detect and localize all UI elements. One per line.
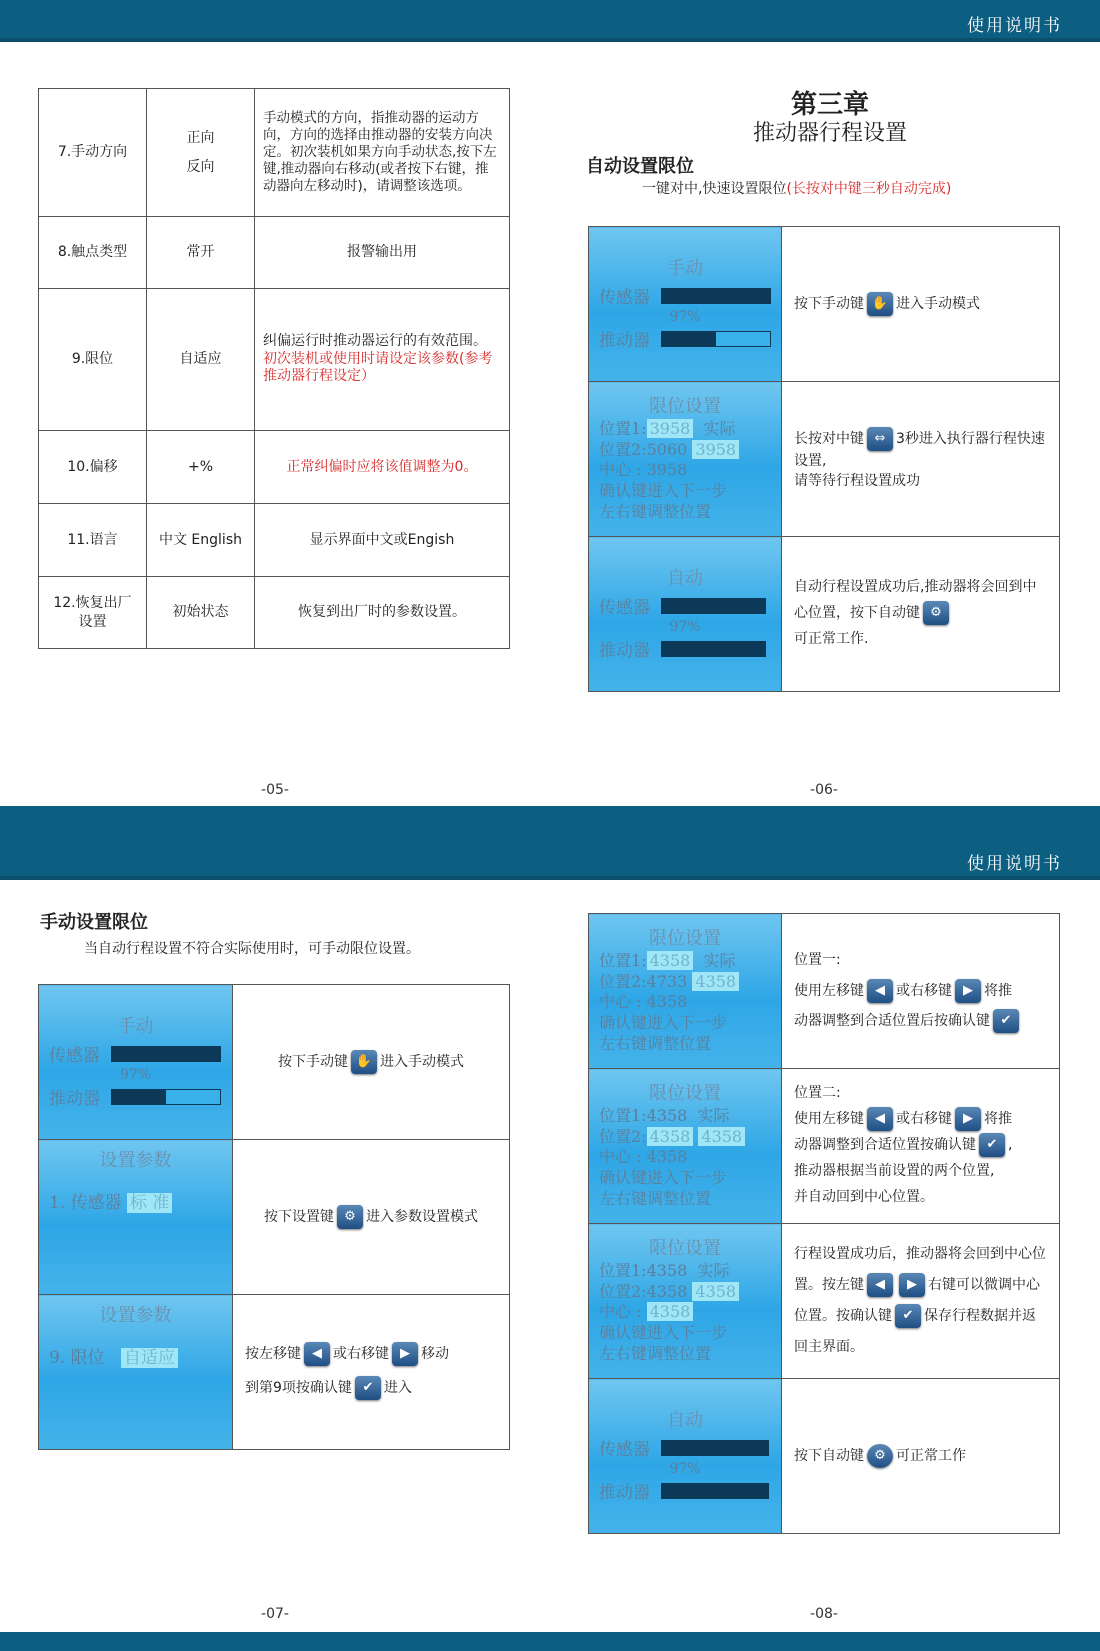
bottom-band bbox=[0, 1632, 1100, 1651]
param-desc: 正常纠偏时应将该值调整为0。 bbox=[255, 431, 510, 504]
chapter-number: 第三章 bbox=[790, 90, 869, 120]
param-value: +% bbox=[147, 431, 255, 504]
right-key-icon: ▶ bbox=[392, 1342, 418, 1366]
lcd-screen-limit: 限位设置 位置1: 3958 实际 位置2:5060 3958 中心 : 3958 确认键进入下一步 左右键调整位置 bbox=[589, 382, 782, 537]
right-key-icon: ▶ bbox=[955, 979, 981, 1003]
param-desc: 报警输出用 bbox=[255, 217, 510, 289]
param-name: 12.恢复出厂设置 bbox=[39, 577, 147, 649]
step-desc: 自动行程设置成功后,推动器将会回到中心位置，按下自动键 ⚙ 可正常工作. bbox=[782, 537, 1060, 692]
actuator-bar bbox=[661, 641, 766, 657]
step-desc: 位置一: 使用左移键 ◀ 或右移键 ▶ 将推 动器调整到合适位置后按确认键 ✔ bbox=[782, 914, 1060, 1069]
param-desc: 恢复到出厂时的参数设置。 bbox=[255, 577, 510, 649]
param-desc: 手动模式的方向，指推动器的运动方向，方向的选择由推动器的安装方向决定。初次装机如果方向手动状态,按下左键,推动器向右移动(或者按下右键，推动器向左移动时)，请调整该选项。 bbox=[255, 89, 510, 217]
confirm-key-icon: ✔ bbox=[355, 1376, 381, 1400]
param-name: 7.手动方向 bbox=[39, 89, 147, 217]
section-title: 手动设置限位 bbox=[40, 912, 148, 933]
param-value: 常开 bbox=[147, 217, 255, 289]
auto-key-icon: ⚙ bbox=[867, 1444, 893, 1468]
left-key-icon: ◀ bbox=[867, 1273, 893, 1297]
top-header bbox=[0, 0, 1100, 42]
middle-header bbox=[0, 806, 1100, 880]
param-name: 10.偏移 bbox=[39, 431, 147, 504]
actuator-bar bbox=[661, 1483, 769, 1499]
manual-limit-steps bbox=[38, 984, 510, 1450]
step-desc: 按下设置键 ⚙ 进入参数设置模式 bbox=[233, 1140, 510, 1295]
param-value: 初始状态 bbox=[147, 577, 255, 649]
lcd-screen-limit: 限位设置 位置1:4358 实际 位置2: 4358 4358 中心 : 4358 确认键进入下一步 左右键调整位置 bbox=[589, 1069, 782, 1224]
limit-adjust-steps bbox=[588, 913, 1060, 1534]
actuator-bar bbox=[661, 331, 771, 347]
center-key-icon: ⇔ bbox=[867, 427, 893, 451]
left-key-icon: ◀ bbox=[867, 979, 893, 1003]
param-desc: 纠偏运行时推动器运行的有效范围。 初次装机或使用时请设定该参数(参考推动器行程设定） bbox=[255, 289, 510, 431]
right-key-icon: ▶ bbox=[899, 1273, 925, 1297]
left-key-icon: ◀ bbox=[304, 1342, 330, 1366]
step-desc: 长按对中键 ⇔ 3秒进入执行器行程快速设置, 请等待行程设置成功 bbox=[782, 382, 1060, 537]
sensor-bar bbox=[111, 1046, 221, 1062]
page-number: -07- bbox=[261, 1606, 289, 1622]
settings-key-icon: ⚙ bbox=[337, 1205, 363, 1229]
parameter-table bbox=[38, 88, 510, 649]
step-desc: 位置二: 使用左移键 ◀ 或右移键 ▶ 将推 动器调整到合适位置按确认键 ✔ , 推动器根据当前设置的两个位置, 并自动回到中心位置。 bbox=[782, 1069, 1060, 1224]
manual-title: 使用说明书 bbox=[967, 854, 1062, 874]
manual-title: 使用说明书 bbox=[967, 16, 1062, 36]
actuator-bar bbox=[111, 1089, 221, 1105]
param-value: 自适应 bbox=[147, 289, 255, 431]
lcd-screen-auto: 自动 传感器 97% 推动器 bbox=[589, 1379, 782, 1534]
param-name: 9.限位 bbox=[39, 289, 147, 431]
right-key-icon: ▶ bbox=[955, 1107, 981, 1131]
step-desc: 按下手动键 ✋ 进入手动模式 bbox=[233, 985, 510, 1140]
param-value: 中文 English bbox=[147, 504, 255, 577]
page-number: -05- bbox=[261, 782, 289, 798]
param-desc: 显示界面中文或Engish bbox=[255, 504, 510, 577]
auto-key-icon: ⚙ bbox=[923, 601, 949, 625]
step-desc: 按下自动键 ⚙ 可正常工作 bbox=[782, 1379, 1060, 1534]
manual-key-icon: ✋ bbox=[351, 1050, 377, 1074]
confirm-key-icon: ✔ bbox=[979, 1133, 1005, 1157]
sensor-bar bbox=[661, 288, 771, 304]
lcd-screen-settings: 设置参数 9. 限位 自适应 bbox=[39, 1295, 233, 1450]
step-desc: 按左移键 ◀ 或右移键 ▶ 移动 到第9项按确认键 ✔ 进入 bbox=[233, 1295, 510, 1450]
page-number: -06- bbox=[810, 782, 838, 798]
lcd-screen-settings: 设置参数 1. 传感器 标 准 bbox=[39, 1140, 233, 1295]
param-name: 8.触点类型 bbox=[39, 217, 147, 289]
auto-limit-steps bbox=[588, 226, 1060, 692]
lcd-screen-limit: 限位设置 位置1: 4358 实际 位置2:4733 4358 中心 : 4358 确认键进入下一步 左右键调整位置 bbox=[589, 914, 782, 1069]
lcd-screen-auto: 自动 传感器 97% 推动器 bbox=[589, 537, 782, 692]
section-subtitle: 当自动行程设置不符合实际使用时，可手动限位设置。 bbox=[84, 941, 420, 957]
param-name: 11.语言 bbox=[39, 504, 147, 577]
confirm-key-icon: ✔ bbox=[895, 1304, 921, 1328]
manual-key-icon: ✋ bbox=[867, 292, 893, 316]
step-desc: 行程设置成功后，推动器将会回到中心位置。按左键 ◀ ▶ 右键可以微调中心位置。按确认键 ✔ 保存行程数据并返回主界面。 bbox=[782, 1224, 1060, 1379]
page-number: -08- bbox=[810, 1606, 838, 1622]
left-key-icon: ◀ bbox=[867, 1107, 893, 1131]
section-title: 自动设置限位 bbox=[586, 156, 694, 177]
param-value: 正向 反向 bbox=[147, 89, 255, 217]
section-subtitle: 一键对中,快速设置限位(长按对中键三秒自动完成) bbox=[642, 181, 952, 197]
lcd-screen-manual: 手动 传感器 97% 推动器 bbox=[589, 227, 782, 382]
step-desc: 按下手动键 ✋ 进入手动模式 bbox=[782, 227, 1060, 382]
lcd-screen-limit: 限位设置 位置1:4358 实际 位置2:4358 4358 中心 : 4358 确认键进入下一步 左右键调整位置 bbox=[589, 1224, 782, 1379]
confirm-key-icon: ✔ bbox=[993, 1009, 1019, 1033]
sensor-bar bbox=[661, 1440, 769, 1456]
sensor-bar bbox=[661, 598, 766, 614]
lcd-screen-manual: 手动 传感器 97% 推动器 bbox=[39, 985, 233, 1140]
chapter-title: 推动器行程设置 bbox=[752, 121, 907, 146]
